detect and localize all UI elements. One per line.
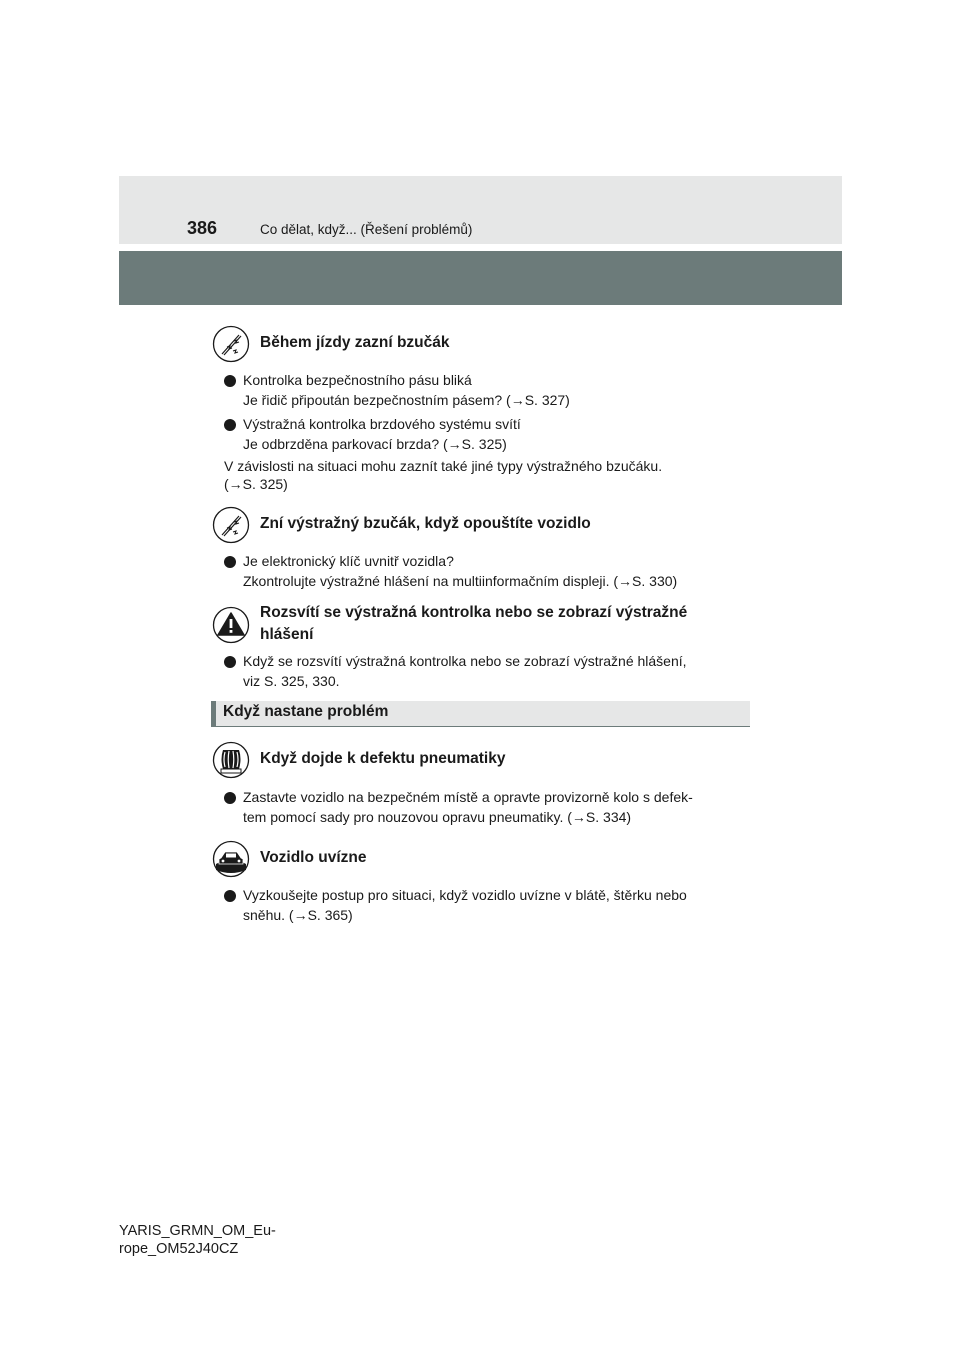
bullet-text: tem pomocí sady pro nouzovou opravu pneumatiky. (→S. 334) bbox=[243, 809, 632, 825]
bullet-text: sněhu. (→S. 365) bbox=[243, 907, 353, 923]
buzzer-icon bbox=[212, 506, 250, 544]
stuck-car-icon bbox=[212, 840, 250, 878]
page-number: 386 bbox=[187, 218, 218, 238]
bullet bbox=[224, 556, 236, 568]
bullet bbox=[224, 792, 236, 804]
warning-triangle-icon bbox=[212, 606, 250, 644]
bullet-text: Je řidič připoután bezpečnostním pásem? (→S. 327) bbox=[243, 392, 570, 408]
section-title: Když nastane problém bbox=[223, 703, 389, 720]
note-text: V závislosti na situaci mohu zaznít také jiné typy výstražného bzučáku. bbox=[224, 458, 663, 474]
buzzer-icon bbox=[212, 325, 250, 363]
bullet bbox=[224, 890, 236, 902]
heading-buzzer-driving: Během jízdy zazní bzučák bbox=[260, 334, 450, 351]
bullet-text: Zastavte vozidlo na bezpečném místě a opravte provizorně kolo s defek- bbox=[243, 789, 693, 805]
note-text: (→S. 325) bbox=[224, 476, 288, 492]
bullet bbox=[224, 375, 236, 387]
header-dark-band bbox=[119, 251, 842, 305]
bullet-text: Výstražná kontrolka brzdového systému svítí bbox=[243, 416, 521, 432]
chapter-title: Co dělat, když... (Řešení problémů) bbox=[260, 222, 473, 237]
bullet-text: Kontrolka bezpečnostního pásu bliká bbox=[243, 372, 472, 388]
heading-stuck: Vozidlo uvízne bbox=[260, 849, 367, 866]
bullet-text: Je odbrzděna parkovací brzda? (→S. 325) bbox=[243, 436, 507, 452]
heading-warning-light-cont: hlášení bbox=[260, 626, 314, 643]
footer-doc-code: YARIS_GRMN_OM_Eu- bbox=[119, 1223, 276, 1239]
bullet-text: Když se rozsvítí výstražná kontrolka nebo se zobrazí výstražné hlášení, bbox=[243, 653, 687, 669]
footer-doc-code-cont: rope_OM52J40CZ bbox=[119, 1241, 239, 1257]
bullet-text: Je elektronický klíč uvnitř vozidla? bbox=[243, 553, 454, 569]
bullet-text: Vyzkoušejte postup pro situaci, když vozidlo uvízne v blátě, štěrku nebo bbox=[243, 887, 687, 903]
heading-buzzer-leaving: Zní výstražný bzučák, když opouštíte vozidlo bbox=[260, 515, 591, 532]
bullet-text: viz S. 325, 330. bbox=[243, 673, 340, 689]
flat-tire-icon bbox=[212, 741, 250, 779]
bullet-text: Zkontrolujte výstražné hlášení na multiinformačním displeji. (→S. 330) bbox=[243, 573, 678, 589]
bullet bbox=[224, 419, 236, 431]
header-band bbox=[119, 176, 842, 244]
heading-flat-tire: Když dojde k defektu pneumatiky bbox=[260, 750, 506, 767]
bullet bbox=[224, 656, 236, 668]
heading-warning-light: Rozsvítí se výstražná kontrolka nebo se zobrazí výstražné bbox=[260, 604, 688, 621]
